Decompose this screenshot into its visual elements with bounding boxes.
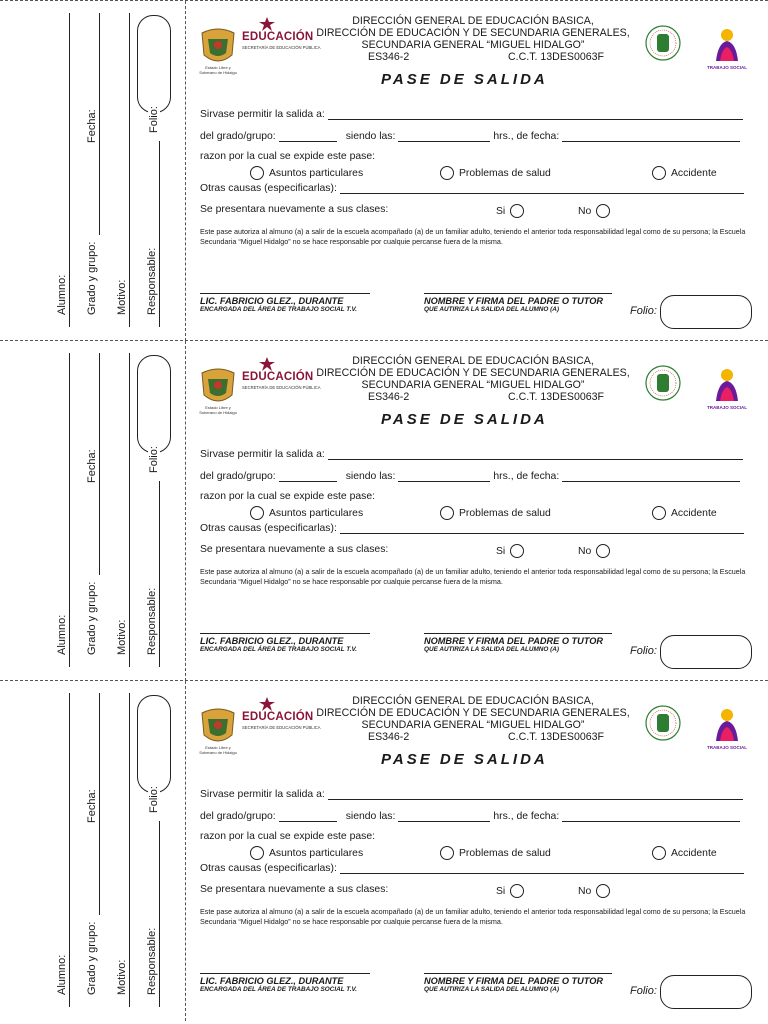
social-work-seal-icon (710, 25, 744, 65)
other-causes-field[interactable] (340, 524, 744, 534)
education-logo-subtext: SECRETARÍA DE EDUCACIÓN PÚBLICA (242, 385, 321, 390)
code-row (368, 51, 604, 63)
folio-box[interactable] (660, 295, 752, 329)
social-work-caption: TRABAJO SOCIAL (706, 745, 747, 750)
option-salud[interactable]: Problemas de salud (440, 846, 551, 860)
folio-label: Folio: (630, 305, 657, 317)
header-text: DIRECCIÓN GENERAL DE EDUCACIÓN BASICA, DIRECCIÓN DE EDUCACIÓN Y DE SECUNDARIA GENERALES, SECUNDARIA GENERAL “MIGUEL HIDALGO” (316, 695, 630, 731)
exit-pass-slip (0, 0, 768, 340)
stub (0, 681, 186, 1021)
cct-code: C.C.T. 13DES0063F (508, 391, 604, 403)
stub-fecha[interactable]: Fecha: (80, 353, 104, 495)
social-work-caption: TRABAJO SOCIAL (706, 405, 747, 410)
disclaimer: Este pase autoriza al almuno (a) a salir de la escuela acompañado (a) de un familiar adulto, teniendo el anterior toda responsabilidad legal como de su persona; la Escuela Secundaria “Miguel Hidalgo” no se hace responsable por cualquie percanse fuera de la misma. (200, 907, 746, 926)
education-logo-subtext: SECRETARÍA DE EDUCACIÓN PÚBLICA (242, 725, 321, 730)
reason-options (200, 506, 756, 522)
stub-grado[interactable]: Grado y grupo: (80, 693, 104, 1007)
school-seal-icon (644, 363, 682, 403)
signature-social-work: LIC. FABRICIO GLEZ., DURANTE ENCARGADA DEL ÁREA DE TRABAJO SOCIAL T.V. (200, 973, 370, 993)
row-salida: Sirvase permitir la salida a: (200, 789, 746, 800)
sep-star-icon (258, 697, 276, 711)
social-work-caption: TRABAJO SOCIAL (706, 65, 747, 70)
student-name-field[interactable] (328, 110, 743, 120)
stub-folio-box[interactable] (137, 355, 171, 453)
row-otras: Otras causas (especificarlas): (200, 523, 747, 534)
stub-grado[interactable]: Grado y grupo: (80, 13, 104, 327)
signature-tutor: NOMBRE Y FIRMA DEL PADRE O TUTOR QUE AUTIRIZA LA SALIDA DEL ALUMNO (A) (424, 973, 612, 993)
sep-star-icon (258, 357, 276, 371)
stub-folio-box[interactable] (137, 695, 171, 793)
reason-options (200, 166, 756, 182)
stub (0, 1, 186, 341)
exit-pass-slip (0, 340, 768, 680)
stub-motivo[interactable]: Motivo: (110, 353, 134, 667)
date-field[interactable] (562, 472, 740, 482)
education-logo-text: EDUCACIÓN (242, 371, 314, 383)
state-logo-caption: Estado Libre y Soberano de Hidalgo (199, 745, 237, 755)
pass-title: PASE DE SALIDA (381, 411, 548, 428)
school-seal-icon (644, 23, 682, 63)
header-text: DIRECCIÓN GENERAL DE EDUCACIÓN BASICA, DIRECCIÓN DE EDUCACIÓN Y DE SECUNDARIA GENERALES, SECUNDARIA GENERAL “MIGUEL HIDALGO” (316, 15, 630, 51)
state-shield-logo-icon (198, 25, 238, 67)
stub-motivo[interactable]: Motivo: (110, 13, 134, 327)
stub-responsable[interactable]: Responsable: (140, 821, 164, 1007)
state-shield-logo-icon (198, 705, 238, 747)
stub-alumno[interactable]: Alumno: (50, 693, 74, 1007)
es-code: ES346-2 (368, 51, 410, 63)
code-row (368, 391, 604, 403)
signature-social-work: LIC. FABRICIO GLEZ., DURANTE ENCARGADA DEL ÁREA DE TRABAJO SOCIAL T.V. (200, 293, 370, 313)
folio-box[interactable] (660, 975, 752, 1009)
return-yes[interactable]: Si (496, 884, 524, 898)
state-logo-caption: Estado Libre y Soberano de Hidalgo (199, 65, 237, 75)
student-name-field[interactable] (328, 450, 743, 460)
stub-folio-box[interactable] (137, 15, 171, 113)
return-row (200, 204, 756, 220)
stub-alumno[interactable]: Alumno: (50, 353, 74, 667)
education-logo-text: EDUCACIÓN (242, 31, 314, 43)
es-code: ES346-2 (368, 731, 410, 743)
option-salud[interactable]: Problemas de salud (440, 506, 551, 520)
return-yes[interactable]: Si (496, 544, 524, 558)
stub-fecha[interactable]: Fecha: (80, 13, 104, 155)
return-no[interactable]: No (578, 884, 610, 898)
time-field[interactable] (398, 812, 490, 822)
return-label: Se presentara nuevamente a sus clases: (200, 544, 389, 555)
exit-pass-slip (0, 680, 768, 1020)
stub-fecha[interactable]: Fecha: (80, 693, 104, 835)
other-causes-field[interactable] (340, 184, 744, 194)
option-asuntos[interactable]: Asuntos particulares (250, 846, 363, 860)
return-no[interactable]: No (578, 544, 610, 558)
social-work-seal-icon (710, 705, 744, 745)
cct-code: C.C.T. 13DES0063F (508, 731, 604, 743)
return-label: Se presentara nuevamente a sus clases: (200, 884, 389, 895)
signature-tutor: NOMBRE Y FIRMA DEL PADRE O TUTOR QUE AUTIRIZA LA SALIDA DEL ALUMNO (A) (424, 293, 612, 313)
student-name-field[interactable] (328, 790, 743, 800)
es-code: ES346-2 (368, 391, 410, 403)
row-razon: razon por la cual se expide este pase: (200, 831, 376, 842)
time-field[interactable] (398, 472, 490, 482)
grade-field[interactable] (279, 472, 337, 482)
row-razon: razon por la cual se expide este pase: (200, 151, 376, 162)
row-razon: razon por la cual se expide este pase: (200, 491, 376, 502)
signature-social-work: LIC. FABRICIO GLEZ., DURANTE ENCARGADA DEL ÁREA DE TRABAJO SOCIAL T.V. (200, 633, 370, 653)
stub-motivo[interactable]: Motivo: (110, 693, 134, 1007)
row-salida: Sirvase permitir la salida a: (200, 109, 746, 120)
row-grado: del grado/grupo: siendo las: hrs., de fecha: (200, 131, 743, 142)
pass-title: PASE DE SALIDA (381, 71, 548, 88)
disclaimer: Este pase autoriza al almuno (a) a salir de la escuela acompañado (a) de un familiar adulto, teniendo el anterior toda responsabilidad legal como de su persona; la Escuela Secundaria “Miguel Hidalgo” no se hace responsable por cualquie percanse fuera de la misma. (200, 227, 746, 246)
stub-folio-label: Folio: (148, 786, 160, 813)
row-grado: del grado/grupo: siendo las: hrs., de fecha: (200, 811, 743, 822)
date-field[interactable] (562, 132, 740, 142)
education-logo-subtext: SECRETARÍA DE EDUCACIÓN PÚBLICA (242, 45, 321, 50)
stub-responsable[interactable]: Responsable: (140, 481, 164, 667)
row-otras: Otras causas (especificarlas): (200, 863, 747, 874)
return-label: Se presentara nuevamente a sus clases: (200, 204, 389, 215)
header-text: DIRECCIÓN GENERAL DE EDUCACIÓN BASICA, DIRECCIÓN DE EDUCACIÓN Y DE SECUNDARIA GENERALES, SECUNDARIA GENERAL “MIGUEL HIDALGO” (316, 355, 630, 391)
social-work-seal-icon (710, 365, 744, 405)
signature-tutor: NOMBRE Y FIRMA DEL PADRE O TUTOR QUE AUTIRIZA LA SALIDA DEL ALUMNO (A) (424, 633, 612, 653)
state-logo-caption: Estado Libre y Soberano de Hidalgo (199, 405, 237, 415)
code-row (368, 731, 604, 743)
school-seal-icon (644, 703, 682, 743)
education-logo-text: EDUCACIÓN (242, 711, 314, 723)
option-asuntos[interactable]: Asuntos particulares (250, 506, 363, 520)
row-otras: Otras causas (especificarlas): (200, 183, 747, 194)
grade-field[interactable] (279, 812, 337, 822)
stub (0, 341, 186, 681)
return-row (200, 544, 756, 560)
row-salida: Sirvase permitir la salida a: (200, 449, 746, 460)
stub-alumno[interactable]: Alumno: (50, 13, 74, 327)
option-accidente[interactable]: Accidente (652, 506, 717, 520)
folio-box[interactable] (660, 635, 752, 669)
return-no[interactable]: No (578, 204, 610, 218)
sep-star-icon (258, 17, 276, 31)
stub-responsable[interactable]: Responsable: (140, 141, 164, 327)
disclaimer: Este pase autoriza al almuno (a) a salir de la escuela acompañado (a) de un familiar adulto, teniendo el anterior toda responsabilidad legal como de su persona; la Escuela Secundaria “Miguel Hidalgo” no se hace responsable por cualquie percanse fuera de la misma. (200, 567, 746, 586)
pass-body (196, 341, 762, 681)
folio-label: Folio: (630, 645, 657, 657)
folio-label: Folio: (630, 985, 657, 997)
state-shield-logo-icon (198, 365, 238, 407)
date-field[interactable] (562, 812, 740, 822)
pass-title: PASE DE SALIDA (381, 751, 548, 768)
grade-field[interactable] (279, 132, 337, 142)
return-yes[interactable]: Si (496, 204, 524, 218)
other-causes-field[interactable] (340, 864, 744, 874)
return-row (200, 884, 756, 900)
stub-folio-label: Folio: (148, 446, 160, 473)
time-field[interactable] (398, 132, 490, 142)
option-accidente[interactable]: Accidente (652, 166, 717, 180)
pass-body (196, 681, 762, 1021)
stub-folio-label: Folio: (148, 106, 160, 133)
option-accidente[interactable]: Accidente (652, 846, 717, 860)
option-asuntos[interactable]: Asuntos particulares (250, 166, 363, 180)
option-salud[interactable]: Problemas de salud (440, 166, 551, 180)
cct-code: C.C.T. 13DES0063F (508, 51, 604, 63)
stub-grado[interactable]: Grado y grupo: (80, 353, 104, 667)
pass-body (196, 1, 762, 341)
reason-options (200, 846, 756, 862)
row-grado: del grado/grupo: siendo las: hrs., de fecha: (200, 471, 743, 482)
